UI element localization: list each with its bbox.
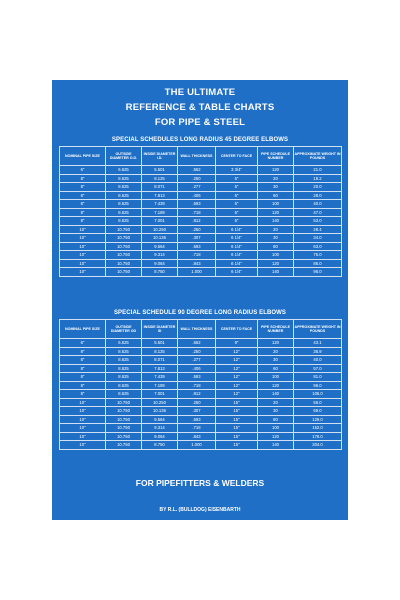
table-cell: 106.0 (294, 390, 342, 399)
table-cell: 69.0 (294, 407, 342, 416)
table-cell: 63.0 (294, 242, 342, 251)
table-cell: 10" (60, 225, 106, 234)
table-cell: 7.189 (142, 381, 178, 390)
table-cell: 86.0 (294, 259, 342, 268)
table-cell: 8" (60, 191, 106, 200)
table-cell: 5" (216, 191, 258, 200)
table-cell: 8.625 (106, 217, 142, 226)
table-cell: .718 (178, 251, 216, 260)
table-cell: 100 (258, 373, 294, 382)
table-cell: 9.064 (142, 432, 178, 441)
table-cell: 28.4 (294, 225, 342, 234)
table-cell: 20 (258, 347, 294, 356)
table-cell: 8.625 (106, 364, 142, 373)
table-cell: 10" (60, 441, 106, 450)
table-cell: 10" (60, 259, 106, 268)
table2-header-row (60, 320, 342, 339)
table-cell: 20 (258, 174, 294, 183)
table-cell: 40.0 (294, 356, 342, 365)
book-cover (52, 80, 348, 520)
column-header: INSIDE DIAMETER I.D. (142, 147, 178, 166)
table-cell: 8.750 (142, 268, 178, 277)
table-cell: 10.750 (106, 398, 142, 407)
title-line-1: THE ULTIMATE (164, 87, 236, 98)
table1-header-row (60, 147, 342, 166)
table-cell: 10" (60, 407, 106, 416)
table-cell: 8.625 (106, 191, 142, 200)
table-cell: 10.750 (106, 268, 142, 277)
table-cell: .843 (178, 259, 216, 268)
table-cell: 10.750 (106, 242, 142, 251)
table-row (60, 432, 342, 441)
column-header: CENTER TO FACE (216, 147, 258, 166)
table-cell: 10" (60, 415, 106, 424)
table-cell: 120 (258, 208, 294, 217)
table-cell: 15" (216, 432, 258, 441)
table-cell: 100 (258, 424, 294, 433)
table-cell: 3 3/4" (216, 166, 258, 175)
table-cell: 10.750 (106, 259, 142, 268)
table-cell: 30 (258, 183, 294, 192)
table-cell: 1.000 (178, 441, 216, 450)
author-line: BY R.L. (BULLDOG) EISENBARTH (159, 507, 241, 513)
table-cell: .307 (178, 407, 216, 416)
table-cell: 8.625 (106, 373, 142, 382)
table-row (60, 259, 342, 268)
table-row (60, 234, 342, 243)
table-cell: 8" (60, 347, 106, 356)
table-cell: 7.813 (142, 364, 178, 373)
table-cell: 100 (258, 251, 294, 260)
table-cell: 15" (216, 398, 258, 407)
table-row (60, 356, 342, 365)
table-cell: 8.071 (142, 356, 178, 365)
table-cell: 140 (258, 268, 294, 277)
table-cell: .250 (178, 174, 216, 183)
table-cell: 10.750 (106, 415, 142, 424)
table-row (60, 407, 342, 416)
table-row (60, 339, 342, 348)
table-cell: 18.2 (294, 174, 342, 183)
table-cell: .250 (178, 225, 216, 234)
table-cell: 40.0 (294, 200, 342, 209)
table-cell: 8.625 (106, 390, 142, 399)
table-row (60, 390, 342, 399)
table-cell: 6 1/4" (216, 225, 258, 234)
table-cell: 12" (216, 373, 258, 382)
table-cell: 120 (258, 339, 294, 348)
table-cell: .277 (178, 183, 216, 192)
table-cell: 15" (216, 415, 258, 424)
column-header: WALL THICKNESS (178, 147, 216, 166)
table-cell: 8" (60, 364, 106, 373)
table-cell: 9.314 (142, 251, 178, 260)
table-row (60, 424, 342, 433)
table-cell: 6 1/4" (216, 242, 258, 251)
table-cell: 53.0 (294, 217, 342, 226)
table-cell: 10" (60, 424, 106, 433)
column-header: OUTSIDE DIAMETER OD (106, 320, 142, 339)
column-header: CENTER TO FACE (216, 320, 258, 339)
table-row (60, 398, 342, 407)
table-cell: 5" (216, 217, 258, 226)
table-cell: 8" (60, 390, 106, 399)
table-cell: 8.625 (106, 200, 142, 209)
table-cell: 8" (60, 174, 106, 183)
table-cell: 8" (60, 200, 106, 209)
table-row (60, 225, 342, 234)
table-cell: 80 (258, 242, 294, 251)
table-cell: 20 (258, 225, 294, 234)
table-cell: 34.0 (294, 234, 342, 243)
title-line-3: FOR PIPE & STEEL (154, 117, 246, 128)
title-line-2: REFERENCE & TABLE CHARTS (125, 102, 275, 113)
table-cell: 5" (216, 208, 258, 217)
table-cell: 120 (258, 166, 294, 175)
table-cell: 36.9 (294, 347, 342, 356)
table-cell: 20.0 (294, 183, 342, 192)
table-cell: 8" (60, 208, 106, 217)
table-cell: 10.750 (106, 424, 142, 433)
table-row (60, 268, 342, 277)
table-cell: .593 (178, 200, 216, 209)
table-cell: 100 (258, 200, 294, 209)
table-cell: 8" (60, 356, 106, 365)
table-cell: 43.1 (294, 339, 342, 348)
table-cell: 6 1/4" (216, 234, 258, 243)
table-cell: 140 (258, 390, 294, 399)
table-cell: 6.625 (106, 339, 142, 348)
table-cell: 9.564 (142, 415, 178, 424)
table-cell: 21.0 (294, 166, 342, 175)
table-row (60, 183, 342, 192)
table-cell: 96.0 (294, 381, 342, 390)
table-cell: 120 (258, 259, 294, 268)
table-cell: 81.0 (294, 373, 342, 382)
table-cell: 120 (258, 381, 294, 390)
table-cell: .250 (178, 398, 216, 407)
table-row (60, 364, 342, 373)
table-cell: 5" (216, 200, 258, 209)
table-cell: 8.625 (106, 208, 142, 217)
footer-subtitle: FOR PIPEFITTERS & WELDERS (135, 478, 265, 488)
table-row (60, 441, 342, 450)
table-cell: 8" (60, 373, 106, 382)
table-cell: 8.125 (142, 174, 178, 183)
column-header: APPROXIMATE WEIGHT IN POUNDS (294, 320, 342, 339)
table-cell: 8.625 (106, 381, 142, 390)
column-header: OUTSIDE DIAMETER O.D. (106, 147, 142, 166)
table-cell: .593 (178, 373, 216, 382)
column-header: PIPE SCHEDULE NUMBER (258, 320, 294, 339)
column-header: PIPE SCHEDULE NUMBER (258, 147, 294, 166)
table-cell: 12" (216, 356, 258, 365)
table-cell: 140 (258, 217, 294, 226)
table1-title: SPECIAL SCHEDULES LONG RADIUS 45 DEGREE ELBOWS (111, 137, 289, 143)
table2-title: SPECIAL SCHEDULE 90 DEGREE LONG RADIUS ELBOWS (113, 310, 287, 316)
table-45-degree-elbows (59, 146, 342, 277)
table-cell: .718 (178, 208, 216, 217)
table-row (60, 166, 342, 175)
column-header: APPROXIMATE WEIGHT IN POUNDS (294, 147, 342, 166)
table-cell: 10.136 (142, 407, 178, 416)
table-cell: 96.0 (294, 268, 342, 277)
column-header: WALL THICKNESS (178, 320, 216, 339)
table-row (60, 347, 342, 356)
table-cell: 10.750 (106, 432, 142, 441)
table-cell: 10" (60, 432, 106, 441)
table-cell: 5" (216, 183, 258, 192)
table-cell: .562 (178, 166, 216, 175)
table-row (60, 174, 342, 183)
table-cell: .812 (178, 390, 216, 399)
table-cell: .812 (178, 217, 216, 226)
table-cell: 120 (258, 432, 294, 441)
table-cell: 9" (216, 339, 258, 348)
table-row (60, 415, 342, 424)
table-cell: 7.439 (142, 373, 178, 382)
table-cell: .593 (178, 242, 216, 251)
table-cell: 1.000 (178, 268, 216, 277)
table-cell: 204.0 (294, 441, 342, 450)
table-cell: .562 (178, 339, 216, 348)
table-cell: .718 (178, 381, 216, 390)
table-cell: 57.0 (294, 364, 342, 373)
table-cell: 7.189 (142, 208, 178, 217)
table-cell: 8.625 (106, 347, 142, 356)
table-90-degree-elbows (59, 319, 342, 450)
table-cell: 47.0 (294, 208, 342, 217)
table-cell: 12" (216, 381, 258, 390)
table-cell: 5.501 (142, 166, 178, 175)
table-cell: .406 (178, 191, 216, 200)
table-cell: 12" (216, 347, 258, 356)
table-cell: 30 (258, 407, 294, 416)
table-cell: .843 (178, 432, 216, 441)
table-row (60, 251, 342, 260)
table-cell: 75.0 (294, 251, 342, 260)
table-cell: .718 (178, 424, 216, 433)
table-cell: 15" (216, 407, 258, 416)
table-cell: 10" (60, 234, 106, 243)
table-cell: 6 1/4" (216, 251, 258, 260)
table-cell: 8" (60, 381, 106, 390)
table-cell: 20 (258, 398, 294, 407)
table-row (60, 381, 342, 390)
table-cell: 5" (216, 174, 258, 183)
table-cell: 6.625 (106, 166, 142, 175)
table-row (60, 200, 342, 209)
table-cell: 60 (258, 364, 294, 373)
table-cell: 10.750 (106, 441, 142, 450)
table-cell: .277 (178, 356, 216, 365)
table-cell: 10.750 (106, 234, 142, 243)
table-cell: .406 (178, 364, 216, 373)
table-cell: 5.501 (142, 339, 178, 348)
table-cell: 9.314 (142, 424, 178, 433)
table-cell: 8.625 (106, 174, 142, 183)
table-cell: 80 (258, 415, 294, 424)
table-cell: 7.439 (142, 200, 178, 209)
table-cell: 10" (60, 398, 106, 407)
column-header: INSIDE DIAMETER ID (142, 320, 178, 339)
table-cell: 6 1/4" (216, 268, 258, 277)
table-row (60, 191, 342, 200)
table-cell: .593 (178, 415, 216, 424)
table-cell: .307 (178, 234, 216, 243)
table-cell: 15" (216, 441, 258, 450)
table-row (60, 373, 342, 382)
table-cell: 8.625 (106, 183, 142, 192)
table-cell: 152.0 (294, 424, 342, 433)
table-cell: .250 (178, 347, 216, 356)
table-cell: 176.0 (294, 432, 342, 441)
table-cell: 56.0 (294, 398, 342, 407)
table-cell: 10.750 (106, 225, 142, 234)
table-cell: 60 (258, 191, 294, 200)
table-cell: 10.136 (142, 234, 178, 243)
table-cell: 9.064 (142, 259, 178, 268)
table-row (60, 242, 342, 251)
table-cell: 10.750 (106, 251, 142, 260)
table-cell: 6" (60, 166, 106, 175)
table-cell: 12" (216, 390, 258, 399)
table-cell: 8.750 (142, 441, 178, 450)
table-cell: 12" (216, 364, 258, 373)
table-cell: 8.071 (142, 183, 178, 192)
table-cell: 140 (258, 441, 294, 450)
table-cell: 15" (216, 424, 258, 433)
table-cell: 129.0 (294, 415, 342, 424)
table-row (60, 217, 342, 226)
table-cell: 30 (258, 356, 294, 365)
table-cell: 10.250 (142, 225, 178, 234)
table-cell: 10" (60, 268, 106, 277)
table-cell: 6 1/4" (216, 259, 258, 268)
table-cell: 8.625 (106, 356, 142, 365)
table-cell: 6" (60, 339, 106, 348)
table-cell: 9.564 (142, 242, 178, 251)
table-cell: 8.125 (142, 347, 178, 356)
table-cell: 30 (258, 234, 294, 243)
table-cell: 7.001 (142, 390, 178, 399)
table-cell: 28.0 (294, 191, 342, 200)
table-cell: 10.750 (106, 407, 142, 416)
table-cell: 10" (60, 242, 106, 251)
column-header: NOMINAL PIPE SIZE (60, 320, 106, 339)
table-cell: 10" (60, 251, 106, 260)
table-cell: 7.001 (142, 217, 178, 226)
table-row (60, 208, 342, 217)
table-cell: 8" (60, 217, 106, 226)
table-cell: 8" (60, 183, 106, 192)
table-cell: 10.250 (142, 398, 178, 407)
table-cell: 7.813 (142, 191, 178, 200)
column-header: NOMINAL PIPE SIZE (60, 147, 106, 166)
